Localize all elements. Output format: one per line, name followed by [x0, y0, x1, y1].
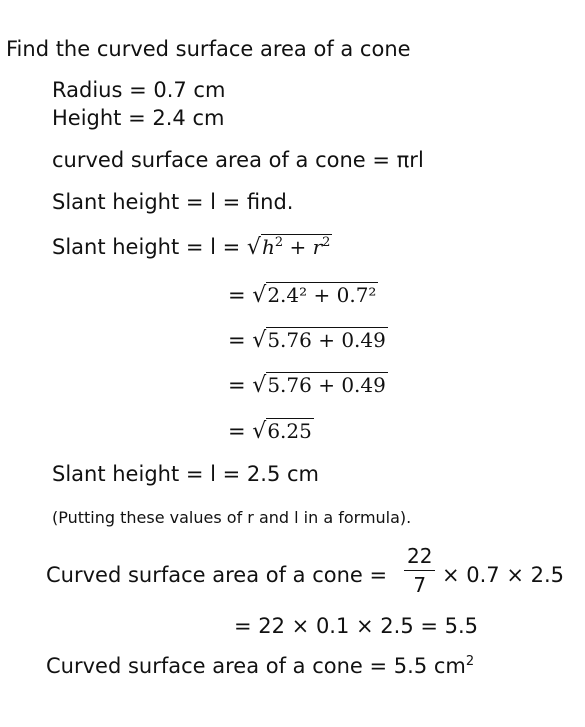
sqrt-expression — [252, 327, 388, 354]
step-equals: = — [228, 328, 253, 352]
sqrt-expression — [252, 418, 314, 445]
csa-formula: curved surface area of a cone = πrl — [52, 148, 424, 172]
sqrt-radicand: 2.4² + 0.7² — [267, 283, 377, 307]
step-equals: = — [228, 373, 253, 397]
sqrt-radicand: $h^2 + r^2$ — [261, 235, 331, 259]
sqrt-radicand: 5.76 + 0.49 — [267, 373, 386, 397]
fraction-numerator: 22 — [404, 544, 435, 571]
slant-height-lhs: Slant height = l = — [52, 235, 247, 259]
fraction-22-over-7 — [404, 544, 435, 597]
slant-height-formula — [52, 234, 332, 261]
sqrt-sign: √ — [252, 283, 267, 308]
sqrt-radicand: 5.76 + 0.49 — [267, 328, 386, 352]
height-given: Height = 2.4 cm — [52, 106, 225, 130]
csa-substitution-rhs: × 0.7 × 2.5 — [442, 563, 565, 587]
substitution-note: (Putting these values of r and l in a formula). — [52, 508, 412, 527]
final-answer-text: Curved surface area of a cone = 5.5 cm — [46, 654, 466, 678]
problem-title: Find the curved surface area of a cone — [6, 37, 411, 61]
step-equals: = — [228, 283, 253, 307]
sqrt-expression — [252, 372, 388, 399]
slant-step-2 — [228, 327, 388, 354]
csa-simplification: = 22 × 0.1 × 2.5 = 5.5 — [234, 614, 479, 638]
sqrt-sign: √ — [252, 373, 267, 398]
slant-step-3 — [228, 372, 388, 399]
radius-given: Radius = 0.7 cm — [52, 78, 226, 102]
slant-height-find: Slant height = l = find. — [52, 190, 294, 214]
sqrt-sign: √ — [252, 419, 267, 444]
unit-exponent: 2 — [465, 654, 475, 669]
slant-step-1 — [228, 282, 378, 309]
sqrt-radicand: 6.25 — [267, 419, 312, 443]
sqrt-expression — [247, 234, 333, 261]
step-equals: = — [228, 419, 253, 443]
slant-height-result: Slant height = l = 2.5 cm — [52, 462, 319, 486]
csa-final-answer — [46, 653, 474, 679]
sqrt-expression — [252, 282, 378, 309]
slant-step-4 — [228, 418, 314, 445]
sqrt-sign: √ — [246, 235, 261, 260]
fraction-denominator: 7 — [413, 573, 427, 597]
csa-substitution-lhs: Curved surface area of a cone = — [46, 563, 388, 587]
sqrt-sign: √ — [252, 328, 267, 353]
